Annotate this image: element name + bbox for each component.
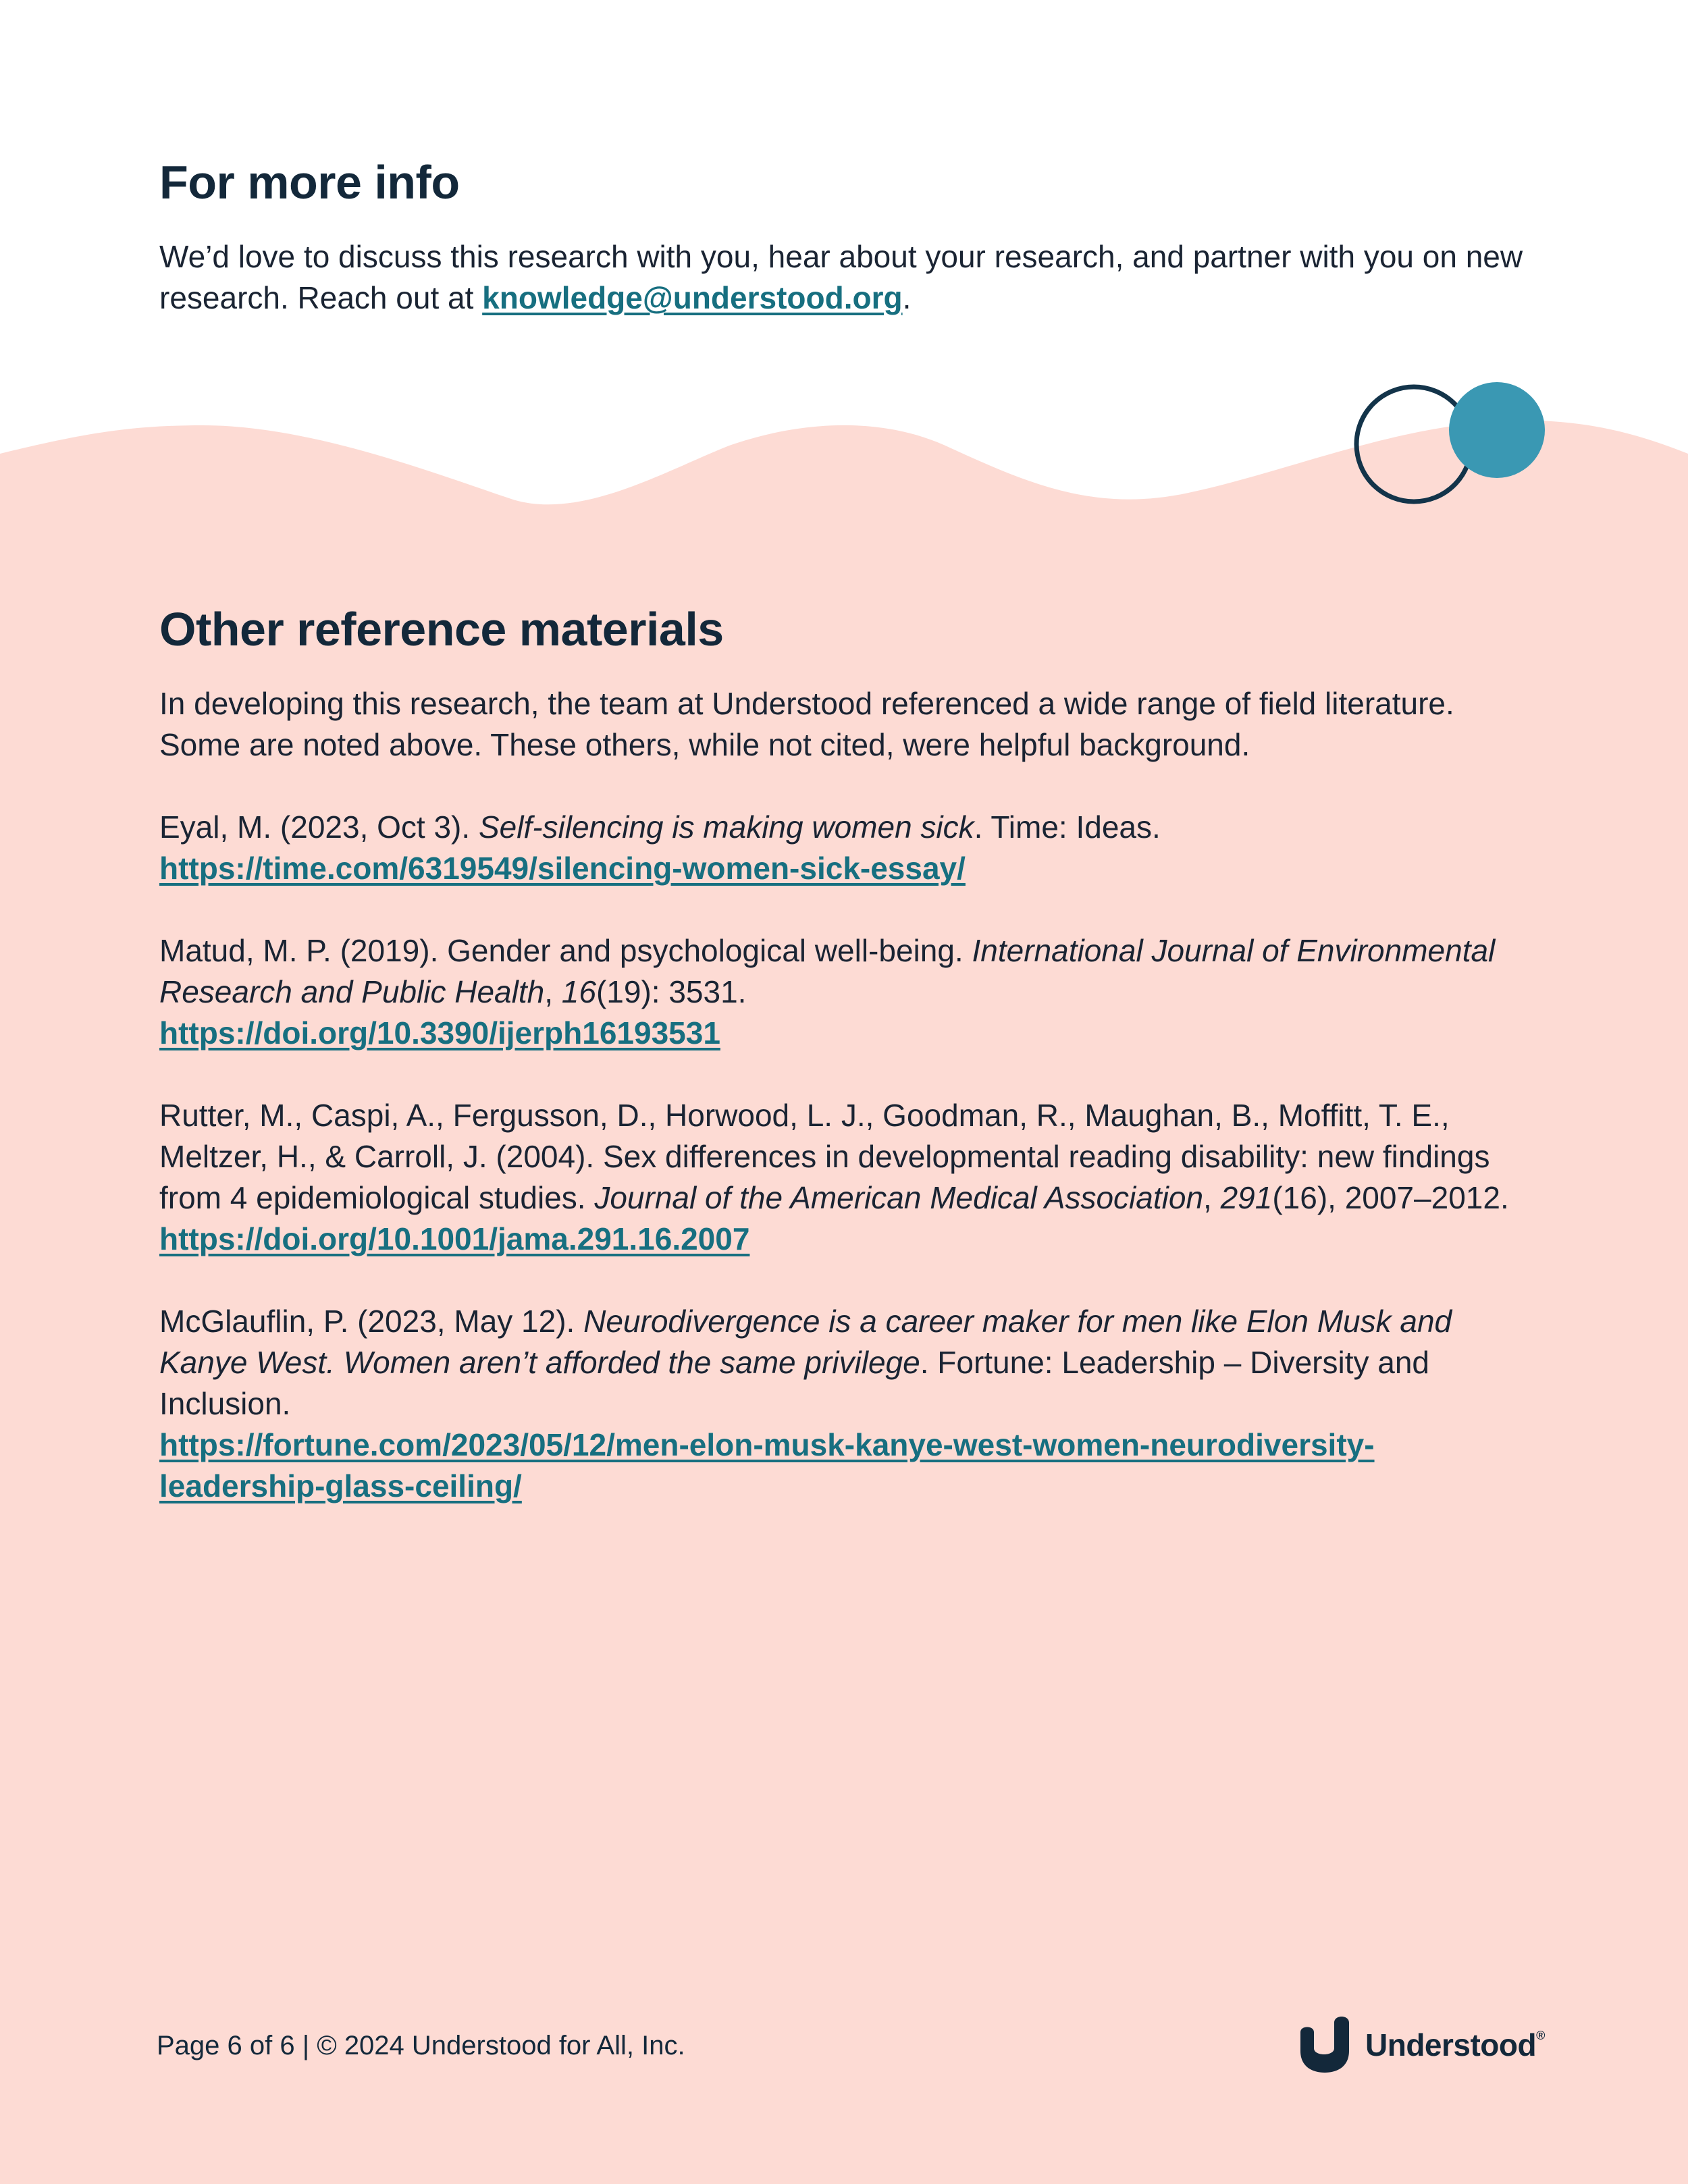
footer-page-info: Page 6 of 6 | © 2024 Understood for All, Inc. [157,2031,685,2060]
other-reference-section [159,601,1537,1548]
reference-link[interactable]: https://doi.org/10.3390/ijerph16193531 [159,1015,720,1050]
for-more-info-section [159,154,1537,319]
understood-logo[interactable] [1296,2016,1545,2074]
reference-citation: Rutter, M., Caspi, A., Fergusson, D., Horwood, L. J., Goodman, R., Maughan, B., Moffitt, T. E., Meltzer, H., & Carroll, J. (2004). Sex differences in developmental reading disability: new findings from 4 epidemiological studies. Journal of the American Medical Association, 291(16), 2007–2012. [159,1098,1509,1215]
reference-link[interactable]: https://fortune.com/2023/05/12/men-elon-musk-kanye-west-women-neurodiversity-leadership-glass-ceiling/ [159,1427,1375,1503]
reference-link[interactable]: https://time.com/6319549/silencing-women-sick-essay/ [159,851,966,886]
reference-item [159,1095,1537,1260]
reference-item [159,1301,1537,1507]
understood-u-logo-icon [1296,2016,1353,2074]
reference-item [159,807,1537,889]
reference-citation: Matud, M. P. (2019). Gender and psychological well-being. International Journal of Environmental Research and Public Health, 16(19): 3531. [159,933,1496,1009]
reference-citation: Eyal, M. (2023, Oct 3). Self-silencing is making women sick. Time: Ideas. [159,809,1161,845]
brand-name: Understood® [1365,2027,1545,2062]
for-more-info-heading: For more info [159,156,460,209]
reference-citation: McGlauflin, P. (2023, May 12). Neurodivergence is a career maker for men like Elon Musk and Kanye West. Women aren’t afforded the same privilege. Fortune: Leadership – Diversity and Inclusion. [159,1304,1452,1421]
filled-circle-icon [1449,382,1545,478]
other-reference-intro: In developing this research, the team at Understood referenced a wide range of field literature. Some are noted above. These others, while not cited, were helpful background. [159,686,1454,762]
for-more-info-text: We’d love to discuss this research with you, hear about your research, and partner with you on new research. Reach out at knowledge@understood.org. [159,239,1523,315]
contact-text: We’d love to discuss this research with you, hear about your research, and partner with you on new research. Reach out at [159,239,1523,315]
contact-email-link[interactable]: knowledge@understood.org [482,280,903,315]
reference-item [159,930,1537,1054]
other-reference-heading: Other reference materials [159,603,724,656]
reference-link[interactable]: https://doi.org/10.1001/jama.291.16.2007 [159,1221,750,1256]
